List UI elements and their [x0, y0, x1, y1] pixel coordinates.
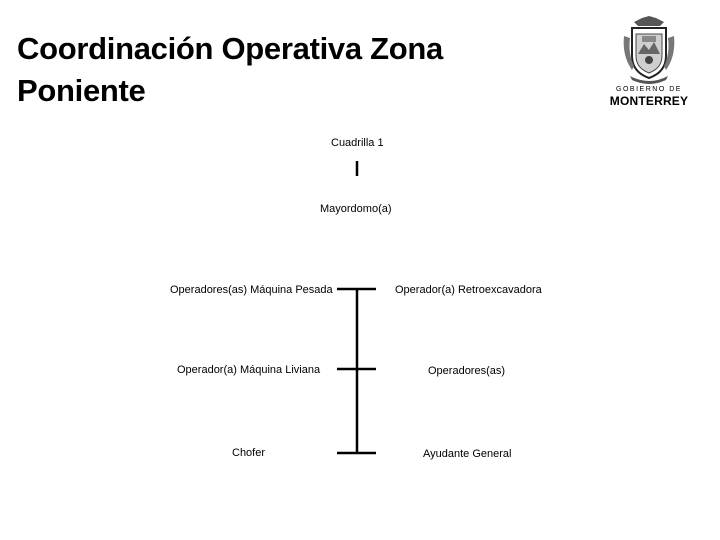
node-operadores: Operadores(as) — [428, 365, 506, 377]
node-operador-retroexcavadora: Operador(a) Retroexcavadora — [395, 284, 542, 296]
page-title-line-2: Poniente — [17, 73, 146, 108]
logo-small-text: GOBIERNO DE — [616, 86, 682, 93]
node-operadores-maquina-pesada: Operadores(as) Máquina Pesada — [170, 284, 333, 296]
node-cuadrilla: Cuadrilla 1 — [331, 137, 384, 149]
node-operador-maquina-liviana: Operador(a) Máquina Liviana — [177, 364, 321, 376]
page-title-line-1: Coordinación Operativa Zona — [17, 31, 443, 66]
logo-big-text: MONTERREY — [609, 94, 689, 108]
node-mayordomo: Mayordomo(a) — [320, 203, 392, 215]
node-ayudante-general: Ayudante General — [423, 448, 512, 460]
node-chofer: Chofer — [232, 447, 266, 459]
